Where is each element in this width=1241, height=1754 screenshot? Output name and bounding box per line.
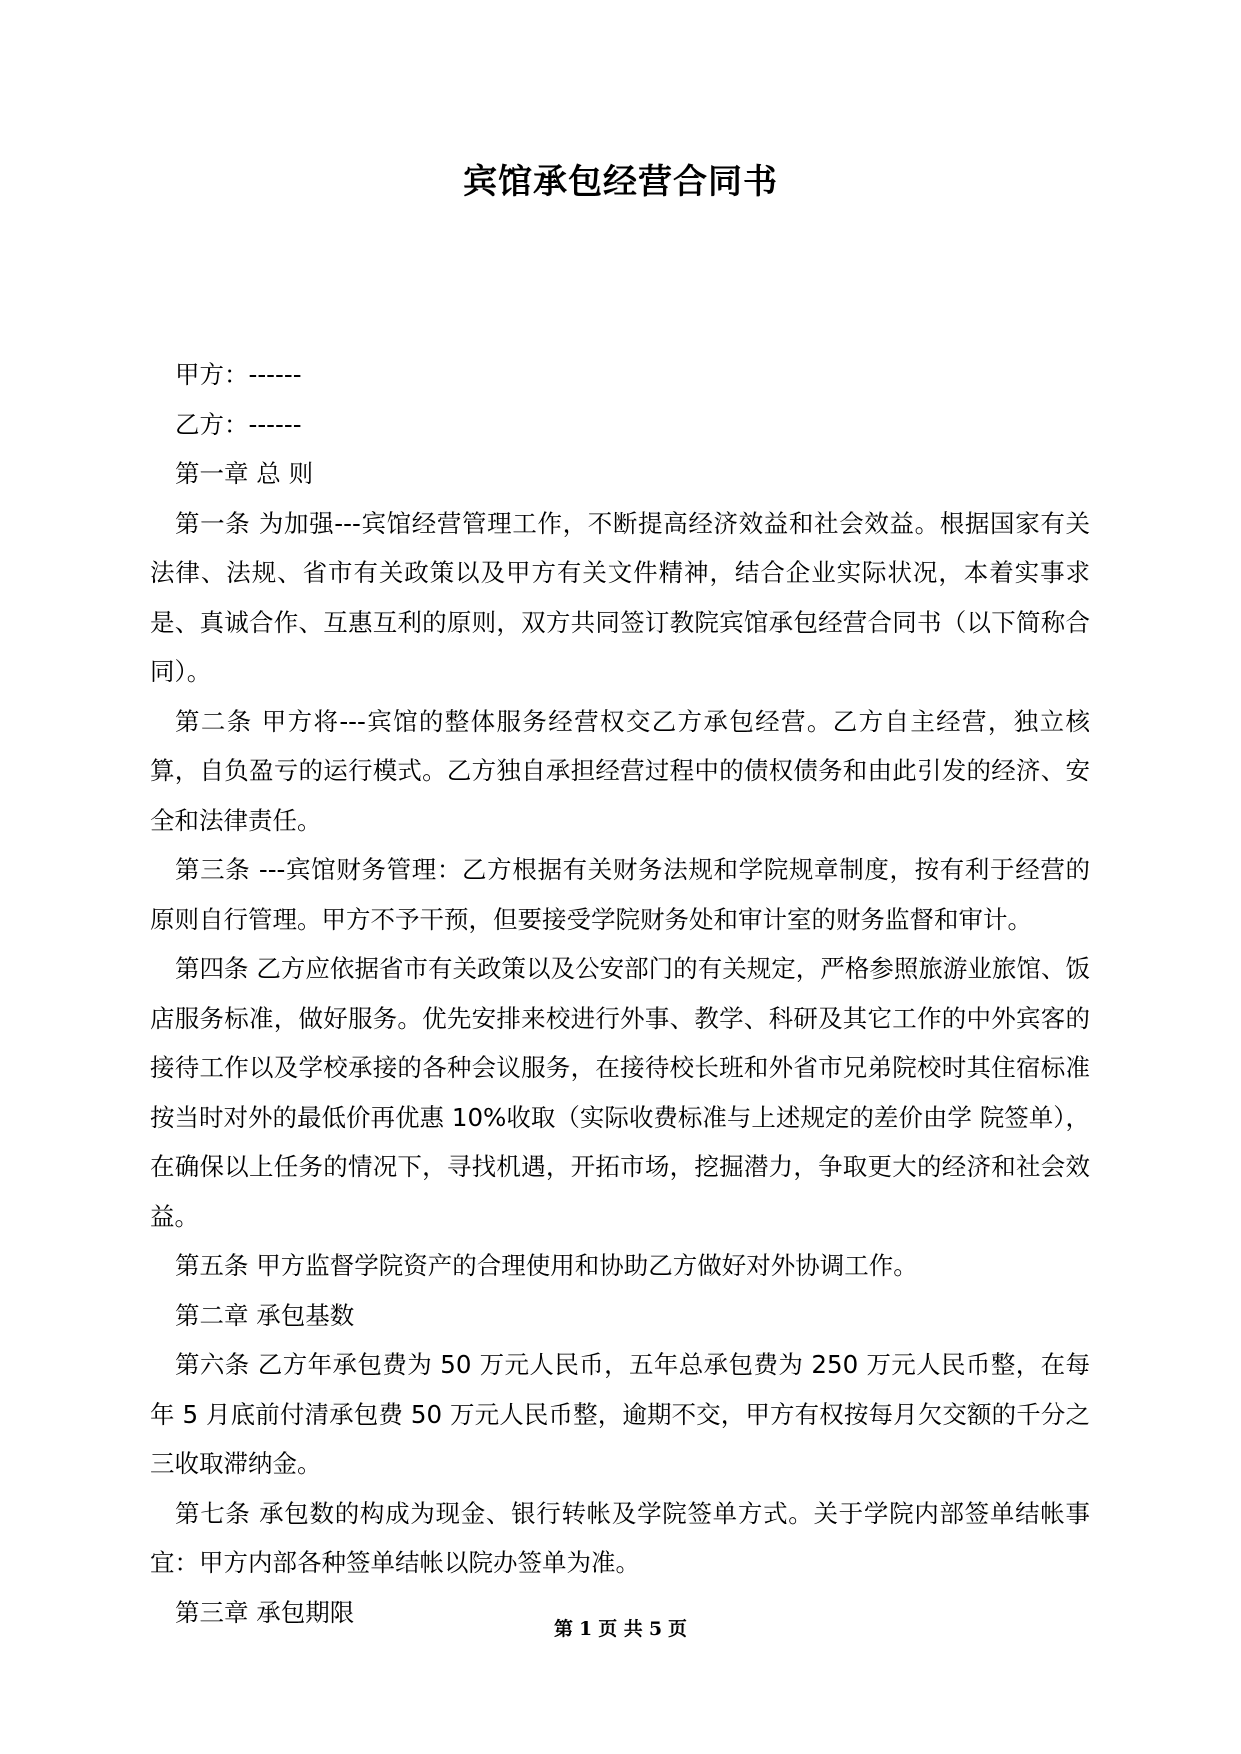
article-paragraph: 第四条 乙方应依据省市有关政策以及公安部门的有关规定，严格参照旅游业旅馆、饭店服务标准，做好服务。优先安排来校进行外事、教学、科研及其它工作的中外宾客的 接待工作以及学校承接的各种会议服务，在接待校长班和外省市兄弟院校时其住宿标准按当时对外的最低价再优惠 10%收取（实际收费标准与上述规定的差价由学 院签单），在确保以上任务的情况下，寻找机遇，开拓市场，挖掘潜力，争取更大的经济和社会效益。 [150,954,1090,1231]
article-paragraph: 第六条 乙方年承包费为 50 万元人民币，五年总承包费为 250 万元人民币整，在每年 5 月底前付清承包费 50 万元人民币整，逾期不交，甲方有权按每月欠交额的千分之三收取滞纳金。 [150,1350,1090,1478]
chapter-heading: 第三章 承包期限 [175,1597,355,1627]
chapter-heading: 第二章 承包基数 [175,1300,355,1330]
footer-middle: 页 共 [598,1618,643,1640]
party-b-line: 乙方：------ [175,409,302,439]
article-paragraph: 第二条 甲方将---宾馆的整体服务经营权交乙方承包经营。乙方自主经营，独立核算，自负盈亏的运行模式。乙方独自承担经营过程中的债权债务和由此引发的经济、安全和法律责任。 [150,706,1090,835]
article-paragraph: 第七条 承包数的构成为现金、银行转帐及学院签单方式。关于学院内部签单结帐事宜：甲方内部各种签单结帐以院办签单为准。 [150,1498,1090,1577]
party-a-line: 甲方：------ [175,360,302,389]
article-paragraph: 第一条 为加强---宾馆经营管理工作，不断提高经济效益和社会效益。根据国家有关法律、法规、省市有关政策以及甲方有关文件精神，结合企业实际状况，本着实事求是、真诚合作、互惠互利的原则，双方共同签订教院宾馆承包经营合同书（以下简称合同）。 [150,508,1090,686]
article-paragraph: 第五条 甲方监督学院资产的合理使用和协助乙方做好对外协调工作。 [175,1251,918,1280]
footer-suffix: 页 [668,1618,688,1640]
page-number: 1 [578,1618,593,1640]
document-title: 宾馆承包经营合同书 [463,162,778,202]
document-body [150,350,1090,1637]
chapter-heading: 第一章 总 则 [175,459,314,488]
page-footer [0,1616,1241,1642]
footer-prefix: 第 [553,1618,573,1640]
article-paragraph: 第三条 ---宾馆财务管理：乙方根据有关财务法规和学院规章制度，按有利于经营的原则自行管理。甲方不予干预，但要接受学院财务处和审计室的财务监督和审计。 [150,855,1090,934]
page-total: 5 [648,1618,663,1640]
